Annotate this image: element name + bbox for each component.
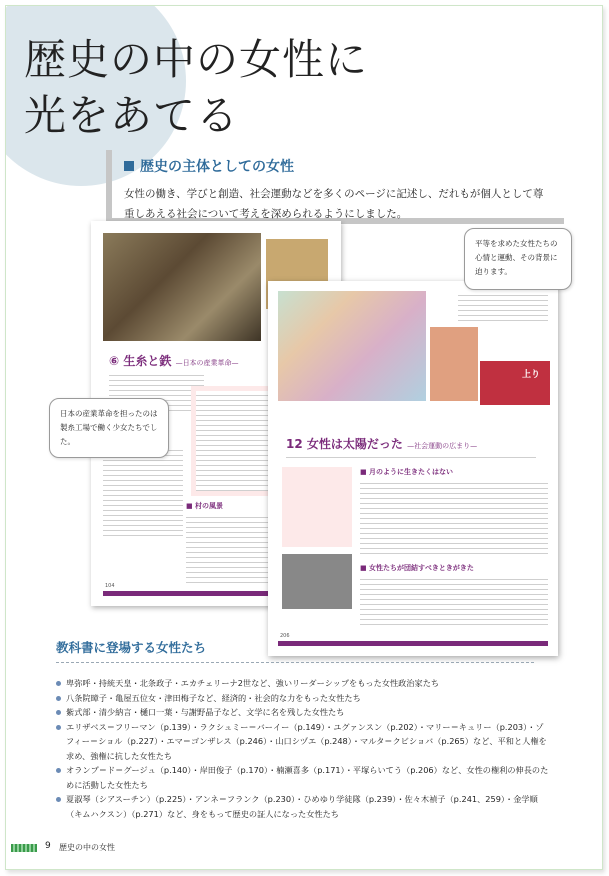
callout-equality: 平等を求めた女性たちの心情と運動、その背景に迫ります。 [464, 228, 572, 290]
poster-illustration [278, 291, 426, 401]
left-page-number: 104 [105, 583, 115, 589]
right-lead-text [286, 453, 536, 461]
section1-heading-text: 歴史の主体としての女性 [140, 159, 294, 175]
left-box-head: ■ 村の風景 [186, 502, 224, 510]
right-heading-sub: —社会運動の広まり— [407, 442, 478, 450]
women-group-photo [282, 554, 352, 609]
section2-heading: 教科書に登場する女性たち [56, 640, 207, 655]
list-item: 卑弥呼・持統天皇・北条政子・エカチェリーナ2世など、強いリーダーシップをもった女性政治家たち [56, 676, 551, 691]
left-table [103, 446, 183, 536]
right-box-head-1: ■ 月のように生きたくはない [360, 468, 454, 476]
section-women-in-textbook [56, 638, 206, 656]
right-page-number: 206 [280, 633, 290, 639]
page-title [24, 32, 368, 144]
square-bullet-icon [124, 161, 134, 171]
callout-silk-factory: 日本の産業革命を担ったのは製糸工場で働く少女たちでした。 [49, 398, 169, 458]
section-subject-women [106, 150, 564, 224]
left-page-heading [109, 352, 239, 369]
footer-page-number: 9 [45, 841, 51, 851]
right-body-text-2 [360, 575, 548, 625]
list-item: 八条院暲子・亀屋五位女・津田梅子など、経済的・社会的な力をもった女性たち [56, 691, 551, 706]
section1-heading [124, 156, 564, 176]
left-heading-text: 生糸と鉄 [123, 354, 172, 368]
ribbon-label: 上り [522, 370, 541, 380]
left-heading-number: ⑥ [109, 354, 120, 368]
list-item: 紫式部・清少納言・樋口一葉・与謝野晶子など、文学に名を残した女性たち [56, 705, 551, 720]
page-frame [5, 5, 603, 870]
list-item: 夏淑琴（シアスーチン）（p.225）・アンネ＝フランク（p.230）・ひめゆり学徒隊（p.239）・佐々木禎子（p.241、259）・金学順（キムハクスン）（p.271）など、身をもって歴史の証人になった女性たち [56, 792, 551, 821]
women-list [56, 676, 551, 821]
footer-bar [11, 844, 37, 852]
list-item: エリザベス＝フリーマン（p.139）・ラクシュミー＝バーイー（p.149）・ユグァンスン（p.202）・マリー＝キュリー（p.203）・ゾフィー＝ショル（p.227）・エマ＝ゴンザレス（p.246）・山口シヅエ（p.248）・マルタ＝クビショバ（p.265）など、平和と人権を求め、強権に抗した女性たち [56, 720, 551, 764]
right-page-heading [286, 435, 477, 452]
section2-divider [56, 662, 534, 663]
footer-title: 歴史の中の女性 [59, 843, 115, 852]
left-heading-sub: —日本の産業革命— [175, 359, 239, 367]
right-page-bar [278, 641, 548, 646]
title-line-2: 光をあてる [24, 91, 240, 140]
right-body-text-1 [360, 479, 548, 557]
list-item: オランプ＝ド＝グージュ（p.140）・岸田俊子（p.170）・楠瀬喜多（p.171）・平塚らいてう（p.206）など、女性の権利の伸長のために活動した女性たち [56, 763, 551, 792]
right-box-head-2: ■ 女性たちが団結すべきときがきた [360, 564, 474, 572]
right-heading-number: 12 [286, 437, 303, 451]
factory-photo [103, 233, 261, 341]
section1-body: 女性の働き、学びと創造、社会運動などを多くのページに記述し、だれもが個人として尊重しあえる社会について考えを深められるようにしました。 [124, 188, 544, 220]
title-line-1: 歴史の中の女性に [24, 35, 369, 84]
right-side-box [282, 467, 352, 547]
poster-figure [430, 327, 478, 401]
right-heading-text: 女性は太陽だった [306, 437, 403, 451]
right-caption-text [458, 291, 548, 321]
textbook-page-right [268, 281, 558, 656]
